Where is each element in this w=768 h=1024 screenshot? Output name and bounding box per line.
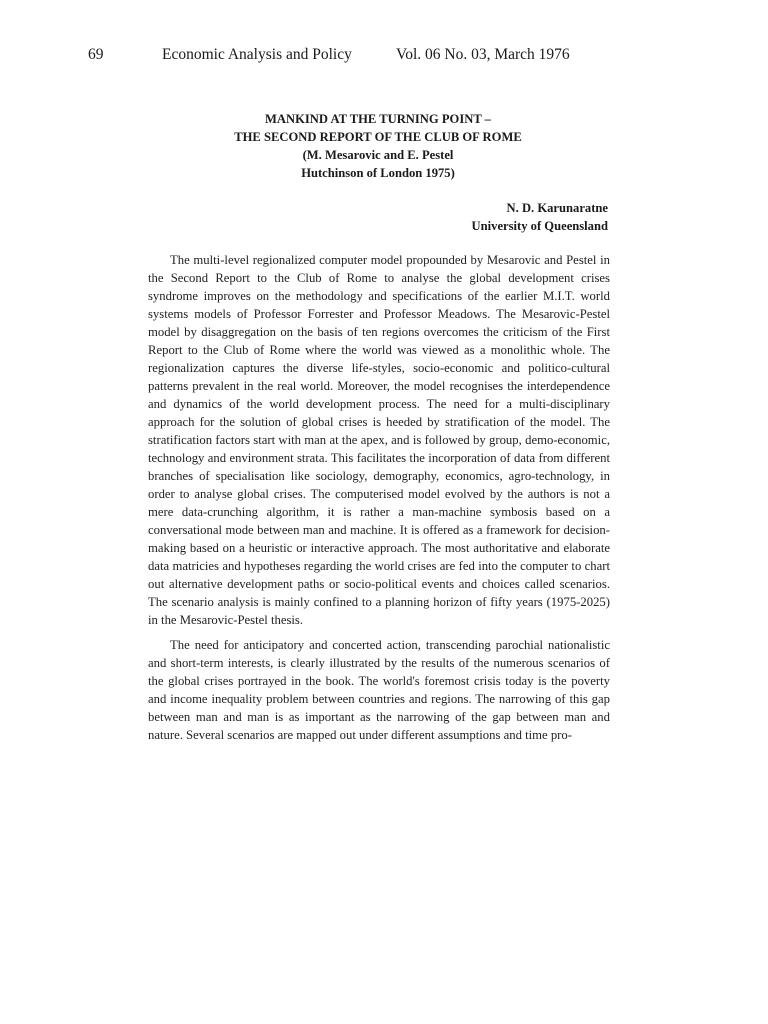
- review-body: [148, 251, 610, 744]
- journal-title: Economic Analysis and Policy: [162, 46, 352, 63]
- running-header: [88, 44, 608, 66]
- reviewer-block: [360, 199, 608, 235]
- book-authors: (M. Mesarovic and E. Pestel: [302, 148, 454, 162]
- volume-info: Vol. 06 No. 03, March 1976: [396, 46, 570, 63]
- reviewer-name: N. D. Karunaratne: [506, 201, 608, 215]
- body-paragraph-1: The multi-level regionalized computer model propounded by Mesarovic and Pestel in the Second Report to the Club of Rome to analyse the global development crises syndrome improves on the methodology and specifications of the earlier M.I.T. world systems models of Professor Forrester and Professor Meadows. The Mesarovic-Pestel model by disaggregation on the basis of ten regions overcomes the criticism of the First Report to the Club of Rome where the world was viewed as a monolithic whole. The regionalization captures the diverse life-styles, socio-economic and politico-cultural patterns prevalent in the real world. Moreover, the model recognises the interdependence and dynamics of the world development process. The need for a multi-disciplinary approach for the solution of global crises is heeded by stratification of the model. The stratification factors start with man at the apex, and is followed by group, demo-economic, technology and environment strata. This facilitates the incorporation of data from different branches of specialisation like sociology, demography, economics, agro-technology, in order to analyse global crises. The computerised model evolved by the authors is not a mere data-crunching algorithm, it is rather a man-machine symbosis based on a conversational mode between man and machine. It is offered as a framework for decision-making based on a heuristic or interactive approach. The most authoritative and elaborate data matricies and hypotheses regarding the world crises are fed into the computer to chart out alternative development paths or socio-political events and choices called scenarios. The scenario analysis is mainly confined to a planning horizon of fifty years (1975-2025) in the Mesarovic-Pestel thesis.: [148, 253, 610, 627]
- reviewer-affiliation: University of Queensland: [471, 219, 608, 233]
- review-title: [148, 110, 608, 182]
- page-number: 69: [88, 46, 104, 63]
- body-paragraph-2: The need for anticipatory and concerted action, transcending parochial nationalistic and short-term interests, is clearly illustrated by the results of the numerous scenarios of the global crises portrayed in the book. The world's foremost crisis today is the poverty and income inequality problem between countries and regions. The narrowing of this gap between man and man is as important as the narrowing of the gap between man and nature. Several scenarios are mapped out under different assumptions and time pro-: [148, 638, 610, 742]
- title-line-1: MANKIND AT THE TURNING POINT –: [265, 112, 491, 126]
- title-line-2: THE SECOND REPORT OF THE CLUB OF ROME: [234, 130, 522, 144]
- book-publisher: Hutchinson of London 1975): [301, 166, 455, 180]
